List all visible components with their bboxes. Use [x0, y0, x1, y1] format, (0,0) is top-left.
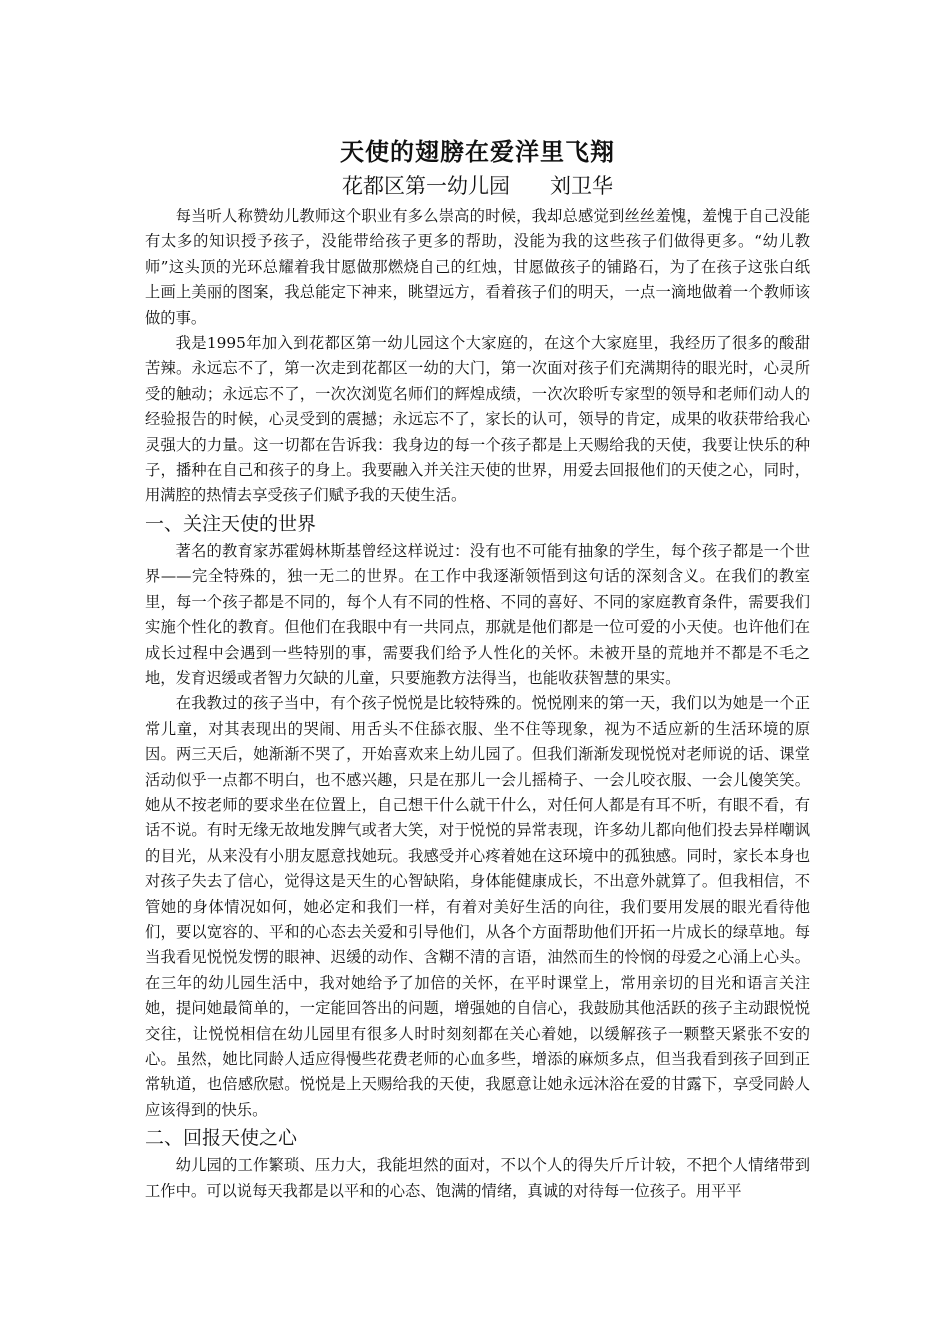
document-title: 天使的翅膀在爱洋里飞翔 [340, 137, 615, 166]
document-body [145, 134, 810, 1204]
author-line: 花都区第一幼儿园 刘卫华 [341, 174, 614, 198]
intro-paragraph: 我是1995年加入到花都区第一幼儿园这个大家庭的，在这个大家庭里，我经历了很多的酸甜苦辣。永远忘不了，第一次走到花都区一幼的大门，第一次面对孩子们充满期待的眼光时，心灵所受的触动；永远忘不了，一次次浏览名师们的辉煌成绩，一次次聆听专家型的领导和老师们动人的经验报告的时候，心灵受到的震撼；永远忘不了，家长的认可，领导的肯定，成果的收获带给我心灵强大的力量。这一切都在告诉我：我身边的每一个孩子都是上天赐给我的天使，我要让快乐的种子，播种在自己和孩子的身上。我要融入并关注天使的世界，用爱去回报他们的天使之心，同时，用满腔的热情去享受孩子们赋予我的天使生活。 [145, 334, 810, 505]
section-paragraph: 在我教过的孩子当中，有个孩子悦悦是比较特殊的。悦悦刚来的第一天，我们以为她是一个正常儿童，对其表现出的哭闹、用舌头不住舔衣服、坐不住等现象，视为不适应新的生活环境的原因。两三天后，她渐渐不哭了，开始喜欢来上幼儿园了。但我们渐渐发现悦悦对老师说的话、课堂活动似乎一点都不明白，也不感兴趣，只是在那儿一会儿摇椅子、一会儿咬衣服、一会儿傻笑笑。她从不按老师的要求坐在位置上，自己想干什么就干什么，对任何人都是有耳不听，有眼不看，有话不说。有时无缘无故地发脾气或者大笑，对于悦悦的异常表现，许多幼儿都向他们投去异样嘲讽的目光，从来没有小朋友愿意找她玩。我感受并心疼着她在这环境中的孤独感。同时，家长本身也对孩子失去了信心，觉得这是天生的心智缺陷，身体能健康成长，不出意外就算了。但我相信，不管她的身体情况如何，她必定和我们一样，有着对美好生活的向往，我们要用发展的眼光看待他们，要以宽容的、平和的心态去关爱和引导他们，从各个方面帮助他们开拓一片成长的绿草地。每当我看见悦悦发愣的眼神、迟缓的动作、含糊不清的言语，油然而生的怜悯的母爱之心涌上心头。在三年的幼儿园生活中，我对她给予了加倍的关怀，在平时课堂上，常用亲切的目光和语言关注她，提问她最简单的，一定能回答出的问题，增强她的自信心，我鼓励其他活跃的孩子主动跟悦悦交往，让悦悦相信在幼儿园里有很多人时时刻刻都在关心着她，以缓解孩子一颗整天紧张不安的心。虽然，她比同龄人适应得慢些花费老师的心血多些，增添的麻烦多点，但当我看到孩子回到正常轨道，也倍感欣慰。悦悦是上天赐给我的天使，我愿意让她永远沐浴在爱的甘露下，享受同龄人应该得到的快乐。 [145, 694, 810, 1119]
section-paragraph: 著名的教育家苏霍姆林斯基曾经这样说过：没有也不可能有抽象的学生，每个孩子都是一个世界——完全特殊的，独一无二的世界。在工作中我逐渐领悟到这句话的深刻含义。在我们的教室里，每一个孩子都是不同的，每个人有不同的性格、不同的喜好、不同的家庭教育条件，需要我们实施个性化的教育。但他们在我眼中有一共同点，那就是他们都是一位可爱的小天使。也许他们在成长过程中会遇到一些特别的事，需要我们给予人性化的关怀。未被开垦的荒地并不都是不毛之地，发育迟缓或者智力欠缺的儿童，只要施教方法得当，也能收获智慧的果实。 [145, 541, 810, 687]
section-heading: 一、关注天使的世界 [145, 512, 317, 535]
section-paragraph: 幼儿园的工作繁琐、压力大，我能坦然的面对，不以个人的得失斤斤计较，不把个人情绪带到工作中。可以说每天我都是以平和的心态、饱满的情绪，真诚的对待每一位孩子。用平平 [145, 1156, 810, 1200]
intro-paragraph: 每当听人称赞幼儿教师这个职业有多么崇高的时候，我却总感觉到丝丝羞愧，羞愧于自己没能有太多的知识授予孩子，没能带给孩子更多的帮助，没能为我的这些孩子们做得更多。“幼儿教师”这头顶的光环总耀着我甘愿做那燃烧自己的红烛，甘愿做孩子的铺路石，为了在孩子这张白纸上画上美丽的图案，我总能定下神来，眺望远方，看着孩子们的明天，一点一滴地做着一个教师该做的事。 [145, 207, 810, 327]
section-heading: 二、回报天使之心 [145, 1127, 298, 1150]
